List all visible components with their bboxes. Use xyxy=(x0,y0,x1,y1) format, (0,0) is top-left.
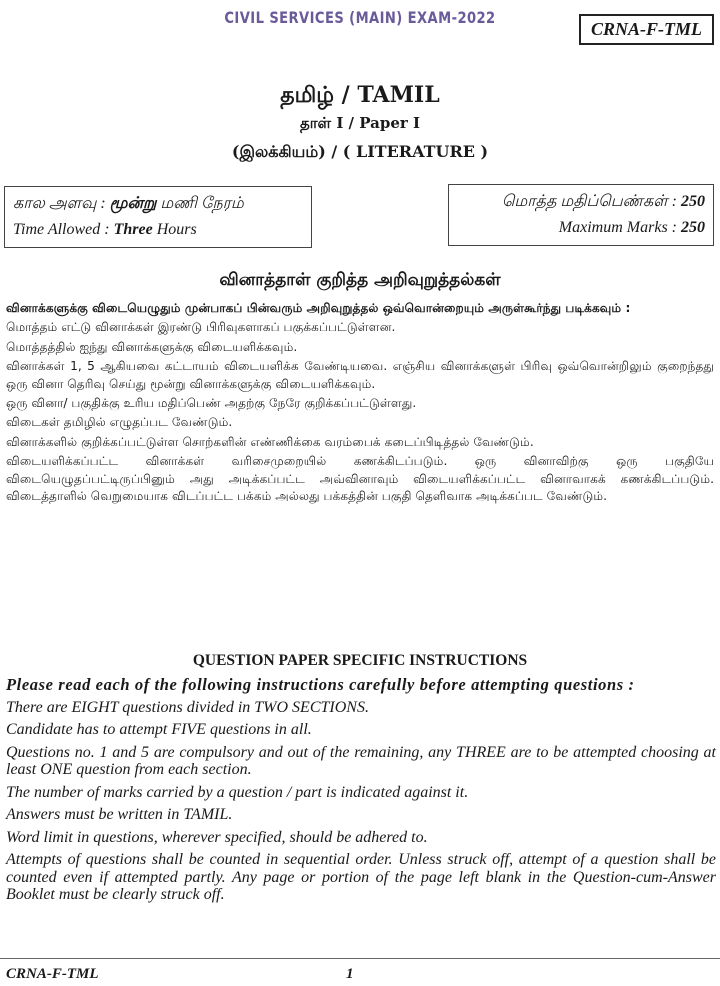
english-instruction-item: There are EIGHT questions divided in TWO SECTIONS. xyxy=(6,698,369,716)
tamil-instruction-item: வினாக்கள் 1, 5 ஆகியவை கட்டாயம் விடையளிக்க வேண்டியவை. எஞ்சிய வினாக்களுள் பிரிவு ஒவ்வொன்றிலும் குறைந்தது ஒரு வினா தெரிவு செய்து மூன்று வினாக்களுக்கு விடையளிக்கவும். xyxy=(6,359,714,391)
paper-title: தாள் I / Paper I xyxy=(299,114,421,132)
tamil-instructions-lead: வினாக்களுக்கு விடையெழுதும் முன்பாகப் பின்வரும் அறிவுறுத்தல் ஒவ்வொன்றையும் அருள்கூர்ந்து படிக்கவும் : xyxy=(6,301,631,315)
footer-paper-code: CRNA-F-TML xyxy=(6,966,99,982)
page-number: 1 xyxy=(346,966,354,982)
english-instruction-item: Candidate has to attempt FIVE questions in all. xyxy=(6,721,312,738)
footer-divider xyxy=(0,958,720,959)
english-instructions-lead: Please read each of the following instructions carefully before attempting questions : xyxy=(6,675,635,694)
english-instruction-item: Attempts of questions shall be counted in sequential order. Unless struck off, attempt of a question shall be counted even if attempted partly. Any page or portion of the page left blank in the Question-cum-Answer Booklet must be clearly struck off. xyxy=(6,851,716,903)
paper-part: (இலக்கியம்) / ( LITERATURE ) xyxy=(231,142,489,161)
english-instruction-item: The number of marks carried by a question / part is indicated against it. xyxy=(6,783,469,801)
english-instructions-heading: QUESTION PAPER SPECIFIC INSTRUCTIONS xyxy=(192,652,528,669)
time-allowed-english: Time Allowed : Three Hours xyxy=(13,221,197,238)
exam-title: CIVIL SERVICES (MAIN) EXAM-2022 xyxy=(224,8,496,27)
maximum-marks-box xyxy=(448,184,714,246)
tamil-instruction-item: ஒரு வினா/ பகுதிக்கு உரிய மதிப்பெண் அதற்கு நேரே குறிக்கப்பட்டுள்ளது. xyxy=(6,396,417,411)
tamil-instruction-item: வினாக்களில் குறிக்கப்பட்டுள்ள சொற்களின் எண்ணிக்கை வரம்பைக் கடைப்பிடித்தல் வேண்டும். xyxy=(6,434,534,449)
subject-title: தமிழ் / TAMIL xyxy=(280,82,440,108)
tamil-instructions-heading: வினாத்தாள் குறித்த அறிவுறுத்தல்கள் xyxy=(219,270,501,290)
maximum-marks-tamil: மொத்த மதிப்பெண்கள் : 250 xyxy=(501,193,705,210)
paper-code-box: CRNA-F-TML xyxy=(579,14,714,45)
time-allowed-tamil: கால அளவு : மூன்று மணி நேரம் xyxy=(13,195,244,212)
english-instruction-item: Questions no. 1 and 5 are compulsory and out of the remaining, any THREE are to be attempted choosing at least ONE question from each section. xyxy=(6,743,716,778)
tamil-instruction-item: மொத்தம் எட்டு வினாக்கள் இரண்டு பிரிவுகளாகப் பகுக்கப்பட்டுள்ளன. xyxy=(6,320,396,335)
time-allowed-box xyxy=(4,186,312,248)
english-instructions xyxy=(6,676,716,909)
english-instruction-item: Answers must be written in TAMIL. xyxy=(6,806,233,823)
tamil-instruction-item: மொத்தத்தில் ஐந்து வினாக்களுக்கு விடையளிக்கவும். xyxy=(6,339,298,354)
tamil-instruction-item: விடையளிக்கப்பட்ட வினாக்கள் வரிசைமுறையில் கணக்கிடப்படும். ஒரு வினாவிற்கு ஒரு பகுதியே விடையெழுதப்பட்டிருப்பினும் அது அடிக்கப்பட்ட அவ்வினாவும் விடையளிக்கப்பட்ட வினாவாகக் கணக்கிடப்படும். விடைத்தாளில் வெறுமையாக விடப்பட்ட பக்கம் அல்லது பக்கத்தின் பகுதி தெளிவாக அடிக்கப்பட வேண்டும். xyxy=(6,454,714,504)
maximum-marks-english: Maximum Marks : 250 xyxy=(558,219,705,236)
tamil-instructions xyxy=(6,300,714,507)
english-instruction-item: Word limit in questions, wherever specified, should be adhered to. xyxy=(6,828,428,846)
tamil-instruction-item: விடைகள் தமிழில் எழுதப்பட வேண்டும். xyxy=(6,415,233,430)
